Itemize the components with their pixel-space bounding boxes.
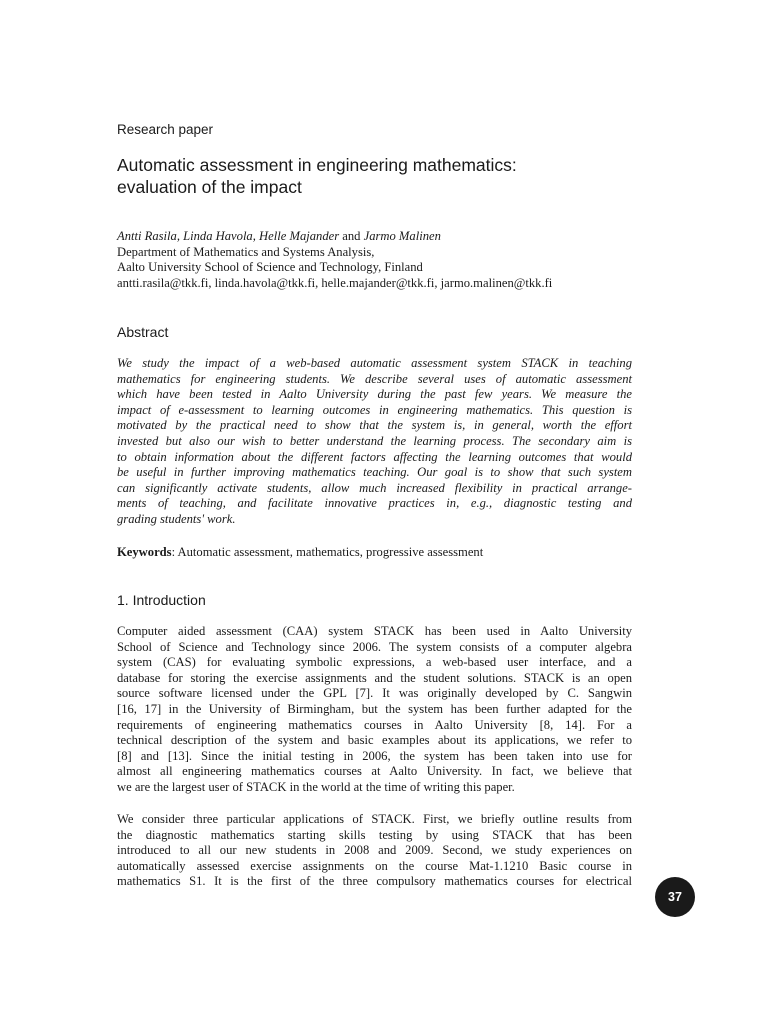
keywords-text: : Automatic assessment, mathematics, progressive assessment — [171, 545, 484, 559]
abstract-line: invested but also our wish to better understand the learning process. The secondary aim is — [117, 433, 632, 448]
abstract-text — [117, 356, 632, 528]
body-line: We consider three particular applications of STACK. First, we briefly outline results from — [117, 812, 632, 826]
abstract-line: We study the impact of a web-based automatic assessment system STACK in teaching — [117, 356, 632, 370]
abstract-line: impact of e-assessment to learning outcomes in engineering mathematics. This question is — [117, 402, 632, 417]
abstract-heading: Abstract — [117, 324, 169, 340]
keywords-line — [117, 545, 483, 560]
abstract-line: ments of teaching, and facilitate innovative practices in, e.g., diagnostic testing and — [117, 496, 632, 511]
abstract-line: can significantly activate students, allow much increased flexibility in practical arrange- — [117, 480, 632, 495]
abstract-line: which have been tested in Aalto University during the past few years. We measure the — [117, 387, 632, 402]
body-line: requirements of engineering mathematics courses in Aalto University [8, 14]. For a — [117, 717, 632, 732]
abstract-line: be useful in further improving mathematics teaching. Our goal is to show that such system — [117, 465, 632, 480]
paper-title — [117, 154, 632, 198]
section-kicker: Research paper — [117, 122, 214, 137]
abstract-line: mathematics for engineering students. We describe several uses of automatic assessment — [117, 371, 632, 386]
introduction-paragraph — [117, 812, 632, 890]
body-line: database for storing the exercise assignments and the student solutions. STACK is an open — [117, 670, 632, 685]
body-line: [8] and [13]. Since the initial testing in 2006, the system has been taken into use for — [117, 748, 632, 763]
introduction-paragraph — [117, 624, 632, 796]
author-names — [117, 229, 632, 245]
body-line: mathematics S1. It is the first of the three compulsory mathematics courses for electrical — [117, 874, 632, 889]
author-emails: antti.rasila@tkk.fi, linda.havola@tkk.fi, helle.majander@tkk.fi, jarmo.malinen@tkk.fi — [117, 275, 553, 290]
author-conjunction: and — [339, 229, 364, 243]
title-line: Automatic assessment in engineering mathematics: — [117, 155, 517, 175]
body-line: almost all engineering mathematics courses at Aalto University. In fact, we believe that — [117, 764, 632, 779]
author-block — [117, 229, 632, 291]
abstract-line: grading students' work. — [117, 511, 236, 526]
title-line: evaluation of the impact — [117, 177, 302, 197]
author-department: Department of Mathematics and Systems Analysis, — [117, 244, 375, 259]
body-line: Computer aided assessment (CAA) system STACK has been used in Aalto University — [117, 624, 632, 638]
body-line: introduced to all our new students in 2008 and 2009. Second, we study experiences on — [117, 843, 632, 858]
author-institution: Aalto University School of Science and Technology, Finland — [117, 260, 423, 274]
body-line: source software licensed under the GPL [7]. It was originally developed by C. Sangwin — [117, 686, 632, 701]
body-line: the diagnostic mathematics starting skills testing by using STACK that has been — [117, 827, 632, 842]
body-line: technical description of the system and basic examples about its applications, we refer to — [117, 733, 632, 748]
body-line: we are the largest user of STACK in the world at the time of writing this paper. — [117, 779, 515, 794]
body-line: [16, 17] in the University of Birmingham, but the system has been further adapted for the — [117, 701, 632, 716]
page-number-badge: 37 — [655, 877, 695, 917]
body-line: automatically assessed exercise assignments on the course Mat-1.1210 Basic course in — [117, 858, 632, 873]
author-names-primary: Antti Rasila, Linda Havola, Helle Majander — [117, 229, 340, 243]
body-line: School of Science and Technology since 2006. The system consists of a computer algebra — [117, 639, 632, 654]
keywords-label: Keywords — [117, 545, 172, 559]
abstract-line: to obtain information about the different factors affecting the learning outcomes that would — [117, 449, 632, 464]
body-line: system (CAS) for evaluating symbolic expressions, a web-based user interface, and a — [117, 655, 632, 670]
introduction-heading: 1. Introduction — [117, 592, 206, 608]
author-name-last: Jarmo Malinen — [363, 229, 441, 243]
abstract-line: motivated by the practical need to show that the system is, in general, worth the effort — [117, 418, 632, 433]
